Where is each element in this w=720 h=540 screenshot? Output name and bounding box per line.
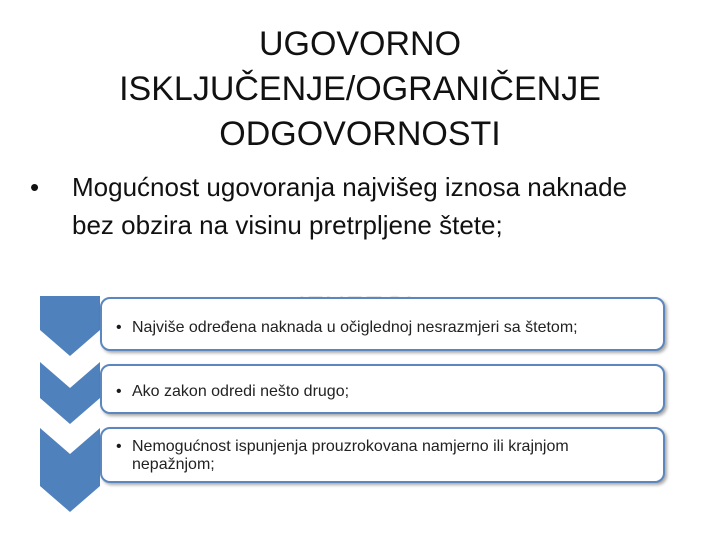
chevron-shape-1 xyxy=(40,296,100,356)
bullet-marker: • xyxy=(30,172,40,202)
chevron-shape-3 xyxy=(40,428,100,512)
title-line-2: ISKLJUČENJE/OGRANIČENJE xyxy=(119,70,601,108)
title-line-3: ODGOVORNOSTI xyxy=(219,115,501,153)
item-text: Najviše određena naknada u očiglednoj nesrazmjeri sa štetom; xyxy=(132,319,578,336)
main-bullet-text: Mogućnost ugovoranja najvišeg iznosa naknade bez obzira na visinu pretrpljene štete; xyxy=(72,172,628,240)
list-item xyxy=(100,364,665,414)
chevron-shape-2 xyxy=(40,362,100,424)
item-text: Ako zakon odredi nešto drugo; xyxy=(132,383,350,400)
title-line-1: UGOVORNO xyxy=(258,25,462,63)
item-text: Nemogućnost ispunjenja prouzrokovana namjerno ili krajnjom nepažnjom; xyxy=(132,438,569,473)
item-bullet: • xyxy=(116,438,122,455)
list-item xyxy=(100,297,665,351)
item-bullet: • xyxy=(116,319,122,336)
list-item xyxy=(100,427,665,483)
item-bullet: • xyxy=(116,383,122,400)
